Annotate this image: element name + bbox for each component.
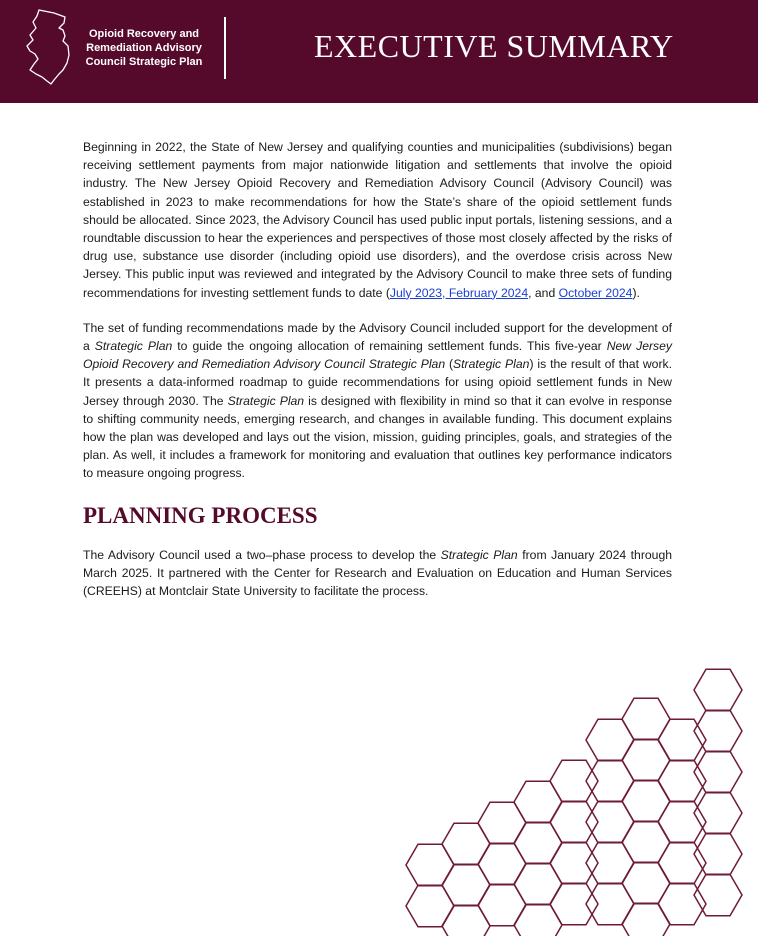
hexagon-shape bbox=[514, 781, 562, 823]
new-jersey-outline-icon bbox=[24, 8, 74, 86]
hexagon-shape bbox=[478, 884, 526, 926]
hexagon-shape bbox=[622, 739, 670, 781]
hexagon-shape bbox=[442, 905, 490, 936]
page-title: EXECUTIVE SUMMARY bbox=[314, 28, 674, 64]
hexagon-shape bbox=[514, 863, 562, 905]
hexagon-shape bbox=[406, 844, 454, 886]
planning-process-paragraph: The Advisory Council used a two–phase process to develop the Strategic Plan from January 2024 through March 2025. It partnered with the Center for Research and Evaluation on Education and Human Services (CREEHS) at Montclair State University to facilitate the process. bbox=[83, 547, 672, 599]
hexagon-shape bbox=[478, 843, 526, 885]
planning-process-heading: PLANNING PROCESS bbox=[83, 502, 318, 528]
hexagon-shape bbox=[622, 903, 670, 936]
intro-paragraph: Beginning in 2022, the State of New Jersey and qualifying counties and municipalities (subdivisions) began receiving settlement payments from major nationwide litigation and settlements that involve the opioid industry. The New Jersey Opioid Recovery and Remediation Advisory Council (Advisory Council) was established in 2023 to make recommendations for how the State’s share of the opioid settlement funds should be allocated. Since 2023, the Advisory Council has used public input portals, listening sessions, and a roundtable discussion to hear the experiences and perspectives of those most closely affected by the risks of drug use, substance use disorder (including opioid use disorders), and the overdose crisis across New Jersey. This public input was reviewed and integrated by the Advisory Council to make three sets of funding recommendations for investing settlement funds to date (July 2023, February 2024, and October 2024). bbox=[83, 140, 672, 300]
hexagon-shape bbox=[550, 883, 598, 925]
recommendations-link-october-2024[interactable]: October 2024 bbox=[558, 285, 633, 300]
hexagon-shape bbox=[586, 719, 634, 761]
hexagon-shape bbox=[514, 904, 562, 936]
hexagon-shape bbox=[586, 883, 634, 925]
hexagon-shape bbox=[622, 698, 670, 740]
hexagon-shape bbox=[442, 864, 490, 906]
hexagon-shape bbox=[586, 842, 634, 884]
hexagon-shape bbox=[406, 885, 454, 927]
recommendations-link-2023-2024[interactable]: July 2023, February 2024 bbox=[389, 285, 529, 300]
hexagon-shape bbox=[622, 821, 670, 863]
hexagon-shape bbox=[514, 822, 562, 864]
strategic-plan-paragraph: The set of funding recommendations made by the Advisory Council included support for the development of a Strategic Plan to guide the ongoing allocation of remaining settlement funds. This five-year New Jersey Opioid Recovery and Remediation Advisory Council Strategic Plan (Strategic Plan) is the result of that work. It presents a data-informed roadmap to guide recommendations for using opioid settlement funds in New Jersey through 2030. The Strategic Plan is designed with flexibility in mind so that it can evolve in response to shifting community needs, emerging research, and changes in available funding. This document explains how the plan was developed and lays out the vision, mission, guiding principles, goals, and strategies of the plan. As well, it includes a framework for monitoring and evaluation that outlines key performance indicators to measure ongoing progress. bbox=[83, 320, 673, 481]
header-divider bbox=[224, 17, 226, 79]
hexagon-shape bbox=[442, 823, 490, 865]
hexagon-shape bbox=[586, 760, 634, 802]
page-header bbox=[0, 0, 758, 103]
hexagon-shape bbox=[550, 801, 598, 843]
hexagon-shape bbox=[586, 801, 634, 843]
hexagon-shape bbox=[550, 760, 598, 802]
hexagon-shape bbox=[550, 842, 598, 884]
hexagon-shape bbox=[622, 862, 670, 904]
hexagon-shape bbox=[478, 802, 526, 844]
hexagon-shape bbox=[694, 669, 742, 711]
hexagon-pattern-decoration bbox=[400, 660, 758, 936]
plan-title: Opioid Recovery and Remediation Advisory Council Strategic Plan bbox=[85, 28, 203, 68]
main-content bbox=[83, 138, 672, 617]
hexagon-shape bbox=[622, 780, 670, 822]
